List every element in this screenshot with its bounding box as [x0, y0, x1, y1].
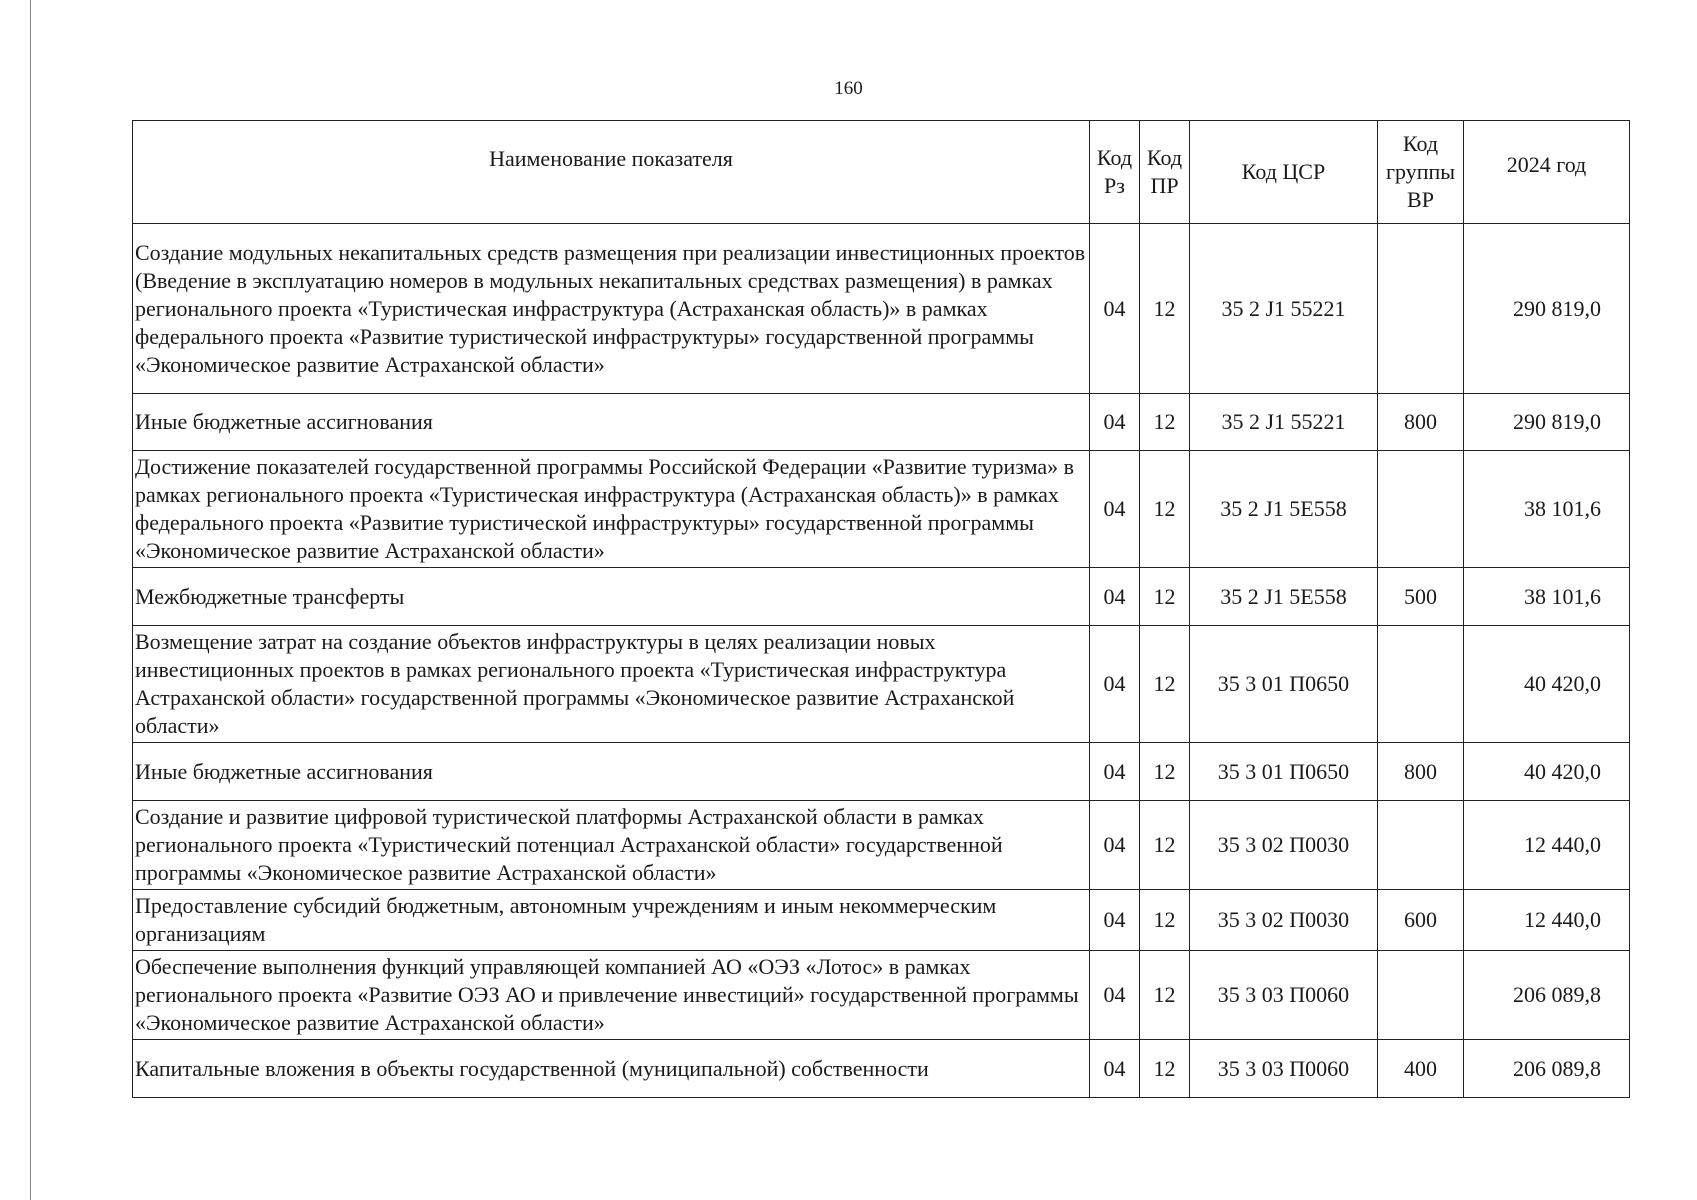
row-rz: 04 [1090, 801, 1140, 890]
row-vr: 600 [1378, 890, 1464, 951]
row-amount: 12 440,0 [1464, 890, 1630, 951]
row-csr: 35 2 J1 55221 [1190, 224, 1378, 394]
row-pr: 12 [1140, 951, 1190, 1040]
row-name: Возмещение затрат на создание объектов инфраструктуры в целях реализации новых инвестиционных проектов в рамках регионального проекта «Туристическая инфраструктура Астраханской области» государственной программы «Экономическое развитие Астраханской области» [133, 626, 1090, 743]
header-csr: Код ЦСР [1190, 121, 1378, 224]
row-rz: 04 [1090, 743, 1140, 801]
row-pr: 12 [1140, 626, 1190, 743]
row-amount: 40 420,0 [1464, 743, 1630, 801]
row-amount: 290 819,0 [1464, 394, 1630, 451]
row-vr: 400 [1378, 1040, 1464, 1098]
row-amount: 290 819,0 [1464, 224, 1630, 394]
table-row [133, 801, 1630, 890]
row-rz: 04 [1090, 890, 1140, 951]
row-amount: 206 089,8 [1464, 951, 1630, 1040]
row-amount: 206 089,8 [1464, 1040, 1630, 1098]
table-row [133, 951, 1630, 1040]
row-csr: 35 3 03 П0060 [1190, 951, 1378, 1040]
header-pr: Код ПР [1140, 121, 1190, 224]
row-rz: 04 [1090, 451, 1140, 568]
table-row [133, 568, 1630, 626]
row-pr: 12 [1140, 394, 1190, 451]
table-row [133, 743, 1630, 801]
row-pr: 12 [1140, 224, 1190, 394]
row-vr [1378, 224, 1464, 394]
row-rz: 04 [1090, 626, 1140, 743]
header-rz: Код Рз [1090, 121, 1140, 224]
row-csr: 35 3 03 П0060 [1190, 1040, 1378, 1098]
budget-table [132, 120, 1630, 1098]
row-rz: 04 [1090, 224, 1140, 394]
table-header [133, 121, 1630, 224]
row-amount: 40 420,0 [1464, 626, 1630, 743]
header-vr: Код группы ВР [1378, 121, 1464, 224]
row-csr: 35 3 02 П0030 [1190, 890, 1378, 951]
binding-line [30, 0, 31, 1200]
row-name: Обеспечение выполнения функций управляющей компанией АО «ОЭЗ «Лотос» в рамках регионального проекта «Развитие ОЭЗ АО и привлечение инвестиций» государственной программы «Экономическое развитие Астраханской области» [133, 951, 1090, 1040]
row-vr [1378, 626, 1464, 743]
row-rz: 04 [1090, 1040, 1140, 1098]
row-vr: 500 [1378, 568, 1464, 626]
row-name: Предоставление субсидий бюджетным, автономным учреждениям и иным некоммерческим организациям [133, 890, 1090, 951]
row-name: Межбюджетные трансферты [133, 568, 1090, 626]
row-amount: 38 101,6 [1464, 451, 1630, 568]
row-pr: 12 [1140, 743, 1190, 801]
row-vr [1378, 951, 1464, 1040]
header-row [133, 121, 1630, 224]
row-rz: 04 [1090, 951, 1140, 1040]
row-vr [1378, 451, 1464, 568]
header-year: 2024 год [1464, 121, 1630, 224]
row-name: Иные бюджетные ассигнования [133, 743, 1090, 801]
row-name: Создание и развитие цифровой туристической платформы Астраханской области в рамках регионального проекта «Туристический потенциал Астраханской области» государственной программы «Экономическое развитие Астраханской области» [133, 801, 1090, 890]
header-name: Наименование показателя [133, 121, 1090, 224]
row-csr: 35 2 J1 5E558 [1190, 568, 1378, 626]
table-row [133, 451, 1630, 568]
row-csr: 35 3 01 П0650 [1190, 626, 1378, 743]
table-row [133, 224, 1630, 394]
row-name: Капитальные вложения в объекты государственной (муниципальной) собственности [133, 1040, 1090, 1098]
row-pr: 12 [1140, 890, 1190, 951]
table-row [133, 890, 1630, 951]
row-rz: 04 [1090, 568, 1140, 626]
row-name: Создание модульных некапитальных средств размещения при реализации инвестиционных проектов (Введение в эксплуатацию номеров в модульных некапитальных средствах размещения) в рамках регионального проекта «Туристическая инфраструктура (Астраханская область)» в рамках федерального проекта «Развитие туристической инфраструктуры» государственной программы «Экономическое развитие Астраханской области» [133, 224, 1090, 394]
row-amount: 38 101,6 [1464, 568, 1630, 626]
row-pr: 12 [1140, 568, 1190, 626]
table-row [133, 626, 1630, 743]
row-csr: 35 3 02 П0030 [1190, 801, 1378, 890]
table-row [133, 1040, 1630, 1098]
row-vr [1378, 801, 1464, 890]
row-pr: 12 [1140, 451, 1190, 568]
row-csr: 35 2 J1 55221 [1190, 394, 1378, 451]
row-csr: 35 3 01 П0650 [1190, 743, 1378, 801]
row-vr: 800 [1378, 394, 1464, 451]
row-rz: 04 [1090, 394, 1140, 451]
row-vr: 800 [1378, 743, 1464, 801]
row-name: Иные бюджетные ассигнования [133, 394, 1090, 451]
page-number: 160 [834, 78, 863, 99]
row-amount: 12 440,0 [1464, 801, 1630, 890]
table-body [133, 224, 1630, 1098]
row-csr: 35 2 J1 5E558 [1190, 451, 1378, 568]
row-name: Достижение показателей государственной программы Российской Федерации «Развитие туризма» в рамках регионального проекта «Туристическая инфраструктура (Астраханская область)» в рамках федерального проекта «Развитие туристической инфраструктуры» государственной программы «Экономическое развитие Астраханской области» [133, 451, 1090, 568]
row-pr: 12 [1140, 801, 1190, 890]
table-row [133, 394, 1630, 451]
row-pr: 12 [1140, 1040, 1190, 1098]
